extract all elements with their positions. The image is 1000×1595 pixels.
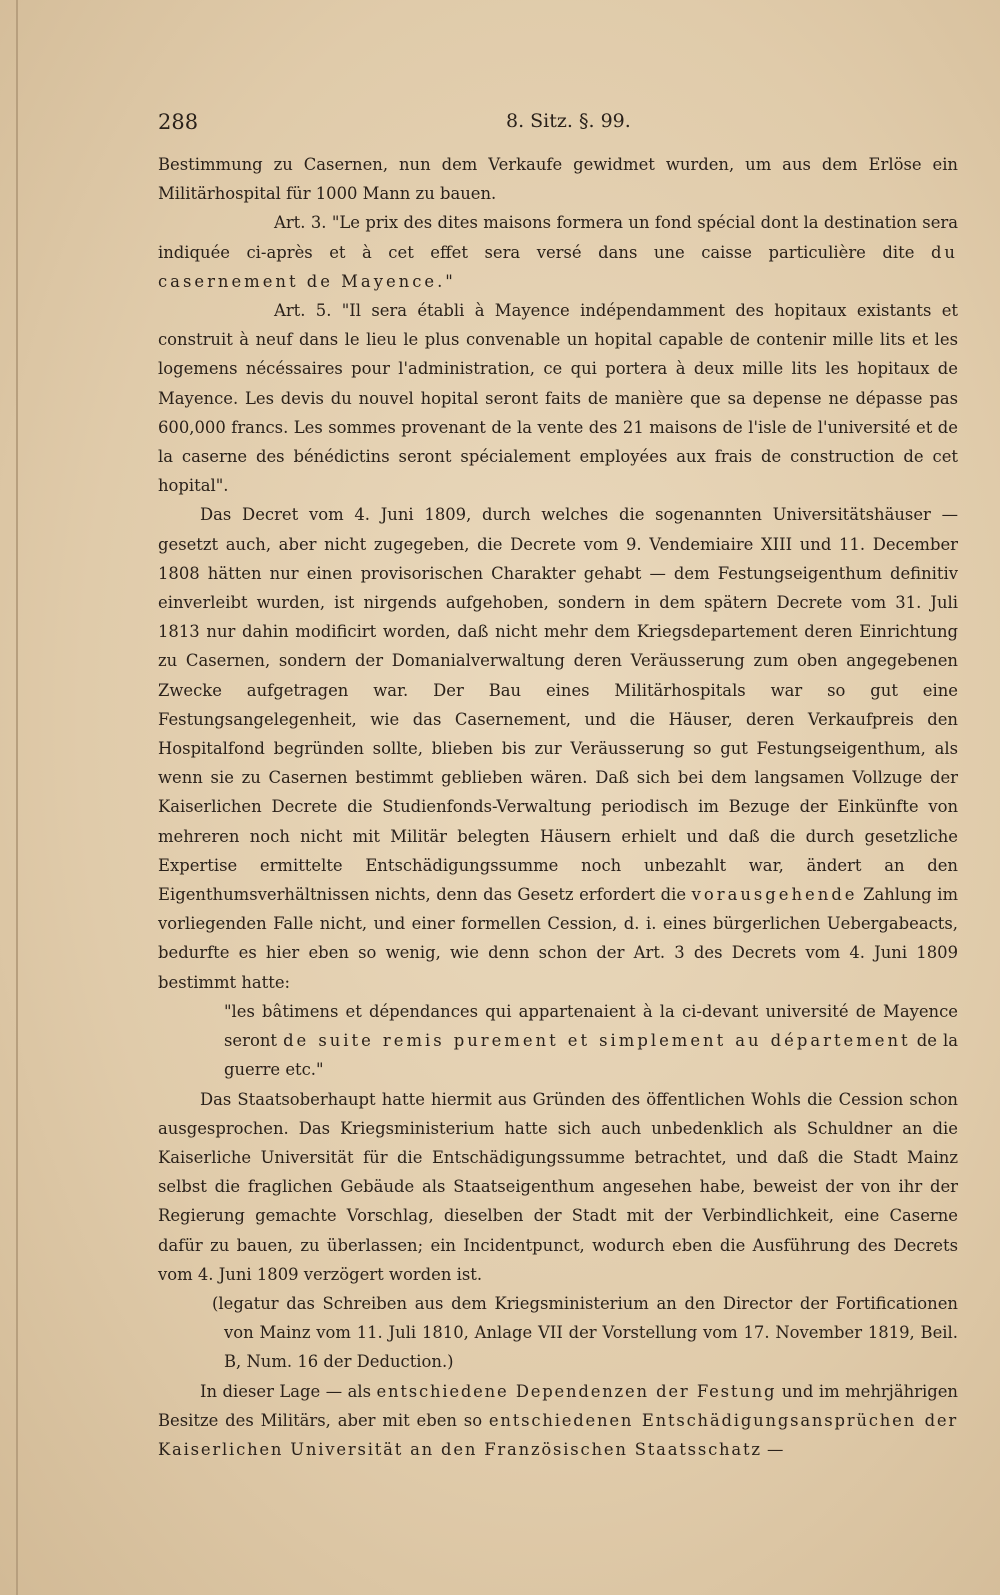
paragraph-decret — [158, 500, 958, 996]
decret-text-a: Das Decret vom 4. Juni 1809, durch welches die sogenannten Universitätshäuser — gesetzt auch, aber nicht zugegeben, die Decrete vom 9. Vendemiaire XIII und 11. December 1808 hätten nur einen provisorischen Charakter gehabt — dem Festungseigenthum definitiv einverleibt wurden, ist nirgends aufgehoben, sondern in dem spätern Decrete vom 31. Juli 1813 nur dahin modificirt worden, daß nicht mehr dem Kriegsdepartement deren Einrichtung zu Casernen, sondern der Domanialverwaltung deren Veräusserung zum oben angegebenen Zwecke aufgetragen war. Der Bau eines Militärhospitals war so gut eine Festungsangelegenheit, wie das Casernement, und die Häuser, deren Verkaufpreis den Hospitalfond begründen sollte, blieben bis zur Veräusserung so gut Festungseigenthum, als wenn sie zu Casernen bestimmt geblieben wären. Daß sich bei dem langsamen Vollzuge der Kaiserlichen Decrete die Studienfonds-Verwaltung periodisch im Bezuge der Einkünfte von mehreren noch nicht mit Militär belegten Häusern erhielt und daß die durch gesetzliche Expertise ermittelte Entschädigungssumme noch unbezahlt war, ändert an den Eigenthumsverhältnissen nichts, denn das Gesetz erfordert die — [158, 505, 958, 905]
art-3-text: Art. 3. "Le prix des dites maisons formera un fond spécial dont la destination sera indiquée ci-après et à cet effet sera versé dans une caisse particulière dite — [158, 213, 958, 262]
lage-text-a: In dieser Lage — als — [200, 1381, 372, 1401]
page-number: 288 — [158, 110, 199, 134]
lage-text-c: — — [767, 1439, 784, 1459]
art-3-spaced: du casernement de Mayence." — [158, 242, 958, 291]
quote-spaced: de suite remis purement et simplement au département — [283, 1031, 911, 1051]
lage-text-b: und im mehrjährigen Besitze des Militärs, aber mit eben so — [158, 1381, 958, 1430]
paragraph-staatsoberhaupt: Das Staatsoberhaupt hatte hiermit aus Gründen des öffentlichen Wohls die Cession schon ausgesprochen. Das Kriegsministerium hatte sich auch unbedenklich als Schuldner an die Kaiserliche Universität für die Entschädigungssumme betrachtet, und daß die Stadt Mainz selbst die fraglichen Gebäude als Staatseigenthum angesehen habe, beweist der von ihr der Regierung gemachte Vorschlag, dieselben der Stadt mit der Verbindlichkeit, eine Caserne dafür zu bauen, zu überlassen; ein Incidentpunct, wodurch eben die Ausführung des Decrets vom 4. Juni 1809 verzögert worden ist. — [158, 1089, 958, 1284]
running-head: 8. Sitz. §. 99. — [506, 110, 631, 132]
lage-spaced-1: entschiedene Dependenzen der Festung — [376, 1381, 777, 1401]
decret-text-b: Zahlung im vorliegenden Falle nicht, und einer formellen Cession, d. i. eines bürgerlichen Uebergabeacts, bedurfte es hier eben so wenig, wie denn schon der Art. 3 des Decrets vom 4. Juni 1809 bestimmt hatte: — [158, 885, 959, 992]
page-header — [158, 110, 958, 140]
binding-edge — [16, 0, 18, 1595]
quote-text-b: de la guerre etc." — [224, 1031, 959, 1080]
quote-block — [158, 997, 958, 1085]
paragraph-legatur: (legatur das Schreiben aus dem Kriegsministerium an den Director der Fortificationen von Mainz vom 11. Juli 1810, Anlage VII der Vorstellung vom 17. November 1819, Beil. B, Num. 16 der Deduction.) — [212, 1293, 958, 1372]
paragraph-art-5: Art. 5. "Il sera établi à Mayence indépendamment des hopitaux existants et construit à neuf dans le lieu le plus convenable un hopital capable de contenir mille lits et les logemens nécéssaires pour l'administration, ce qui portera à deux mille lits les hopitaux de Mayence. Les devis du nouvel hopital seront faits de manière que sa depense ne dépasse pas 600,000 francs. Les sommes provenant de la vente des 21 maisons de l'isle de l'université et de la caserne des bénédictins seront spécialement employées aux frais de construction de cet hopital". — [158, 301, 958, 496]
paragraph-art-3 — [158, 208, 958, 296]
paragraph-lage — [158, 1377, 958, 1465]
lage-spaced-2: entschiedenen Entschädigungsansprüchen der Kaiserlichen Universität an den Französischen Staatsschatz — [158, 1410, 958, 1459]
decret-spaced: vorausgehende — [691, 885, 858, 905]
body-text — [158, 150, 958, 1464]
paragraph-1: Bestimmung zu Casernen, nun dem Verkaufe gewidmet wurden, um aus dem Erlöse ein Militärhospital für 1000 Mann zu bauen. — [158, 155, 958, 204]
quote-text-a: "les bâtimens et dépendances qui appartenaient à la ci-devant université de Mayence seront — [224, 1001, 958, 1051]
